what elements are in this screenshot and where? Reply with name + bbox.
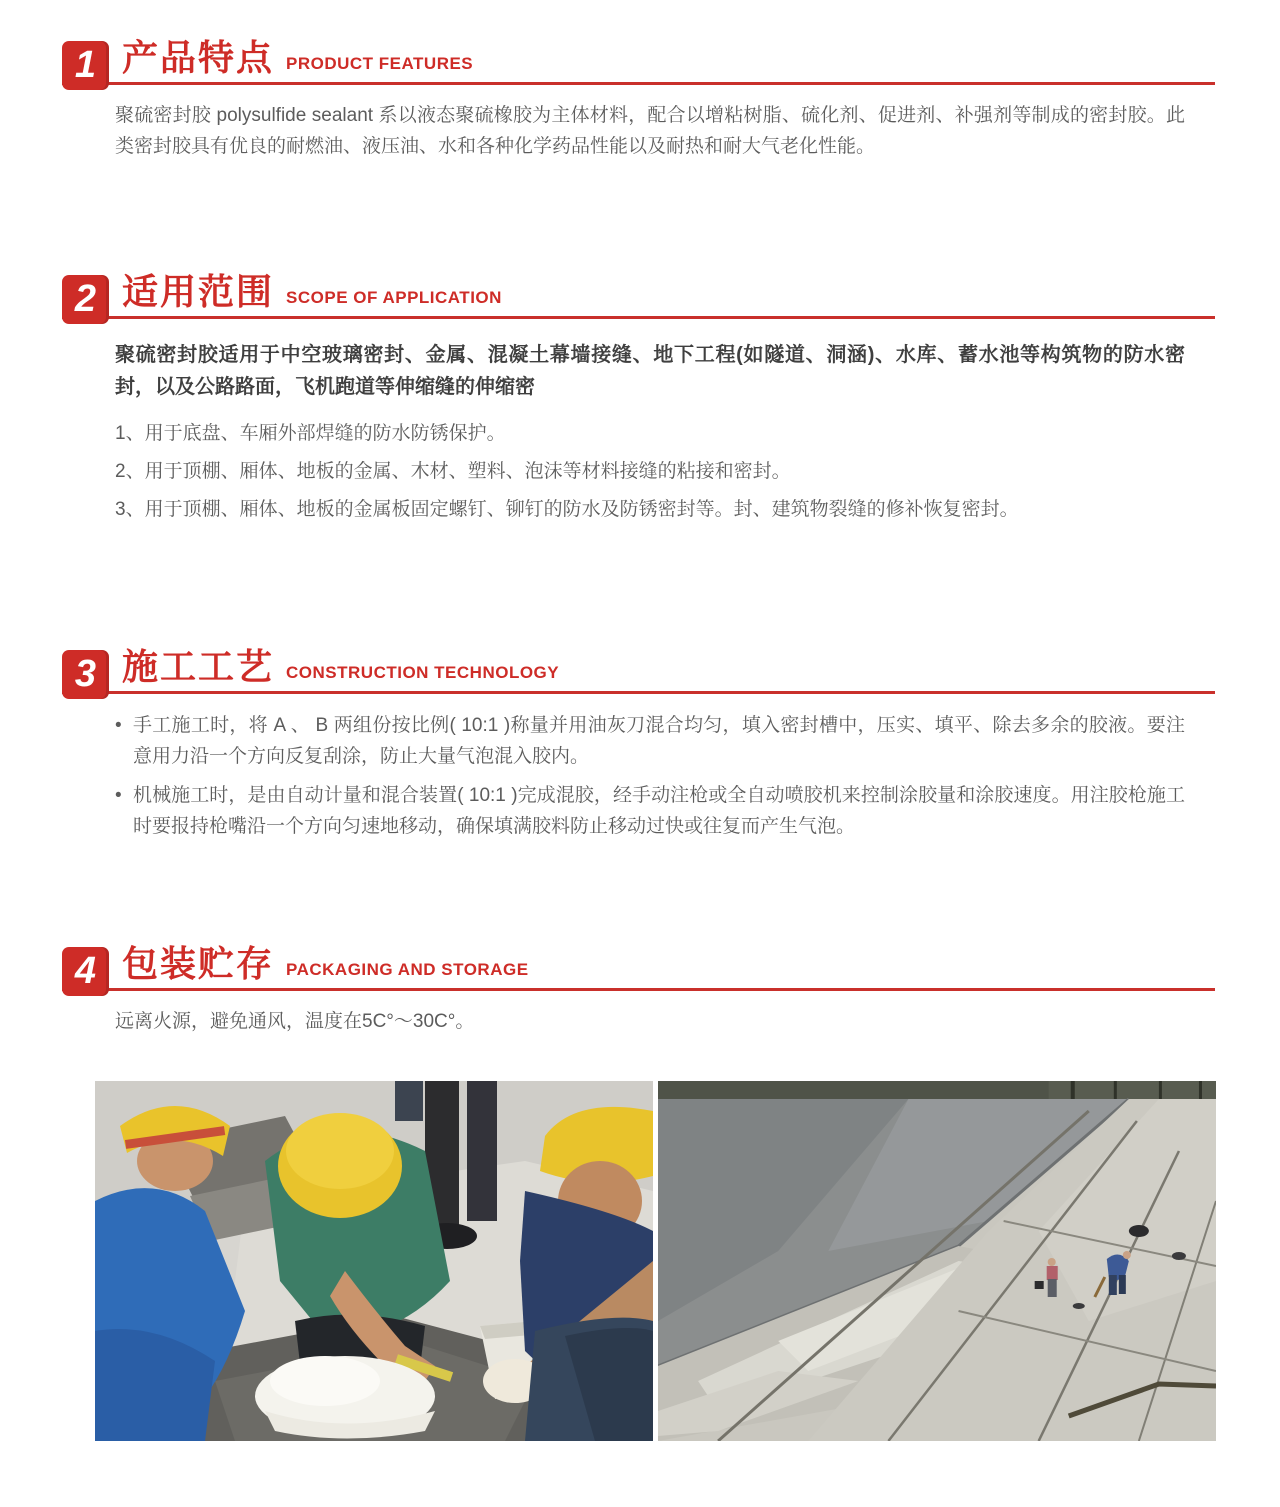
photo-row <box>95 1081 1280 1441</box>
section-3-bullets <box>115 710 1185 842</box>
section-2-number-badge: 2 <box>62 275 109 324</box>
section-4-title: 包装贮存 <box>122 943 275 984</box>
section-scope-of-application <box>62 271 1215 524</box>
section-1-title: 产品特点 <box>122 37 275 78</box>
section-construction-technology <box>62 646 1215 842</box>
photo-workers-applying-sealant-image <box>95 1081 653 1441</box>
section-packaging-and-storage <box>62 943 1215 1037</box>
section-4-header <box>62 943 1215 992</box>
section-4-paragraph: 远离火源，避免通风，温度在5C°～30C°。 <box>115 1011 475 1032</box>
section-2-subtitle: SCOPE OF APPLICATION <box>286 288 502 307</box>
photo-workers-applying-sealant <box>95 1081 653 1441</box>
section-4-number-badge: 4 <box>62 947 109 996</box>
bullet-item: • 机械施工时，是由自动计量和混合装置( 10:1 )完成混胶，经手动注枪或全自动喷胶机来控制涂胶量和涂胶速度。用注胶枪施工时要报持枪嘴沿一个方向匀速地移动，确保填满胶料防止移动过快或往复而产生气泡。 <box>115 780 1185 842</box>
photo-concrete-slope-expansion-joints <box>658 1081 1216 1441</box>
section-product-features <box>62 37 1215 162</box>
section-2-intro: 聚硫密封胶适用于中空玻璃密封、金属、混凝土幕墙接缝、地下工程(如隧道、洞涵)、水库、蓄水池等构筑物的防水密封，以及公路路面，飞机跑道等伸缩缝的伸缩密 <box>115 344 1185 398</box>
list-item: 3、用于顶棚、厢体、地板的金属板固定螺钉、铆钉的防水及防锈密封等。封、建筑物裂缝的修补恢复密封。 <box>115 499 1019 520</box>
section-4-subtitle: PACKAGING AND STORAGE <box>286 960 529 979</box>
list-item: 1、用于底盘、车厢外部焊缝的防水防锈保护。 <box>115 423 506 444</box>
section-2-title: 适用范围 <box>122 271 275 312</box>
list-item: 2、用于顶棚、厢体、地板的金属、木材、塑料、泡沫等材料接缝的粘接和密封。 <box>115 461 791 482</box>
section-3-number-badge: 3 <box>62 650 109 699</box>
photo-concrete-slope-image <box>658 1081 1216 1441</box>
section-3-subtitle: CONSTRUCTION TECHNOLOGY <box>286 663 560 682</box>
bullet-item: • 手工施工时，将 A 、 B 两组份按比例( 10:1 )称量并用油灰刀混合均匀，填入密封槽中，压实、填平、除去多余的胶液。要注意用力沿一个方向反复刮涂，防止大量气泡混入胶内。 <box>115 710 1185 772</box>
section-1-number-badge: 1 <box>62 41 109 90</box>
section-1-header <box>62 37 1215 86</box>
section-1-paragraph: 聚硫密封胶 polysulfide sealant 系以液态聚硫橡胶为主体材料，配合以增粘树脂、硫化剂、促进剂、补强剂等制成的密封胶。此类密封胶具有优良的耐燃油、液压油、水和各种化学药品性能以及耐热和耐大气老化性能。 <box>115 105 1185 157</box>
section-3-title: 施工工艺 <box>122 646 275 687</box>
section-1-subtitle: PRODUCT FEATURES <box>286 54 474 73</box>
section-2-header <box>62 271 1215 320</box>
section-3-header <box>62 646 1215 695</box>
section-2-list <box>115 419 1185 524</box>
